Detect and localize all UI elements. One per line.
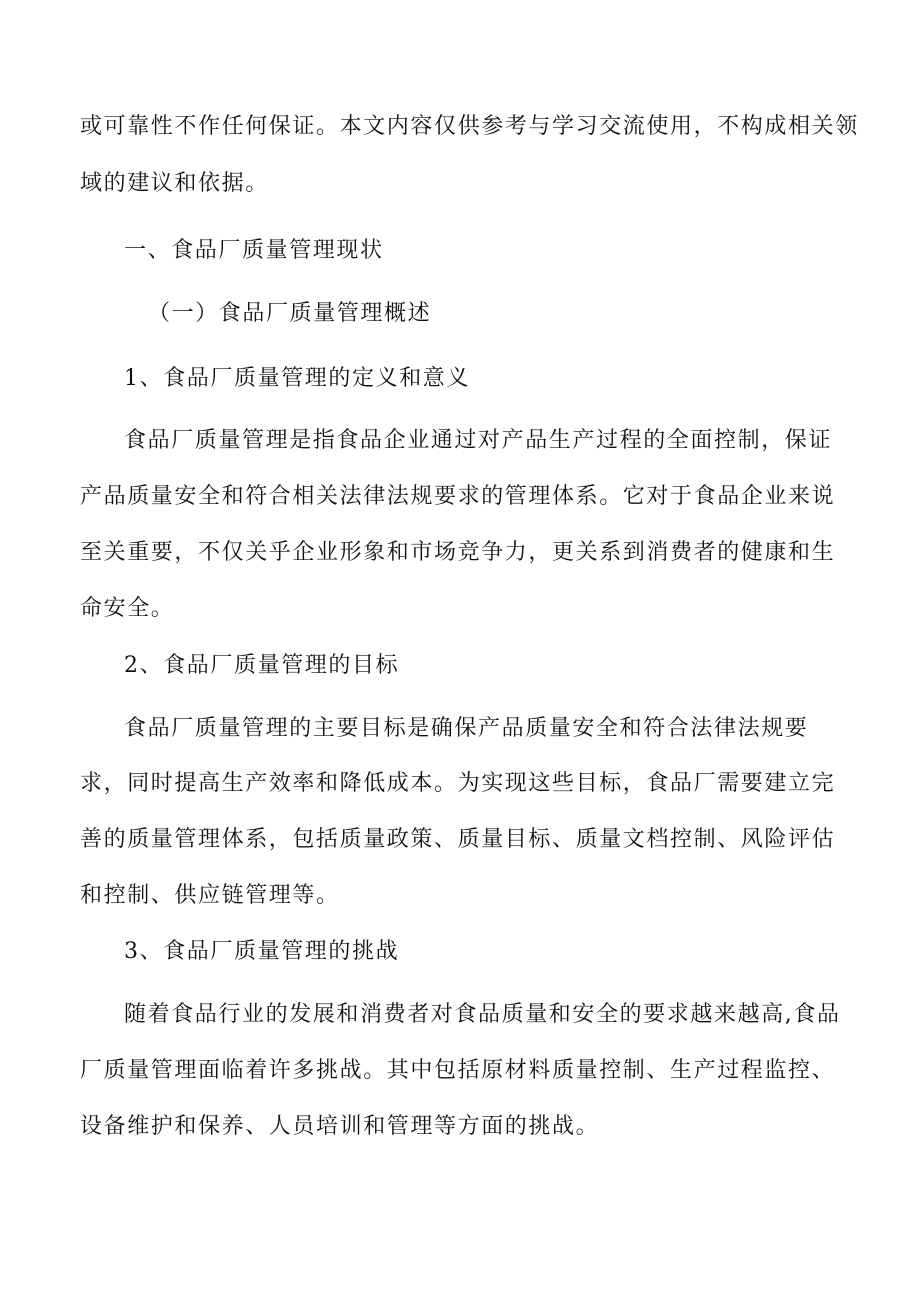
item-3-paragraph-line: 设备维护和保养、人员培训和管理等方面的挑战。 [80, 1114, 600, 1139]
disclaimer-line-2: 域的建议和依据。 [80, 171, 269, 196]
subsection-heading: （一）食品厂质量管理概述 [148, 301, 432, 326]
item-1-paragraph-line: 至关重要，不仅关乎企业形象和市场竞争力，更关系到消费者的健康和生 [80, 540, 836, 565]
disclaimer-line-1: 或可靠性不作任何保证。本文内容仅供参考与学习交流使用，不构成相关领 [80, 114, 859, 139]
item-1-paragraph-line: 产品质量安全和符合相关法律法规要求的管理体系。它对于食品企业来说 [80, 484, 836, 509]
item-1-paragraph-line: 命安全。 [80, 596, 175, 621]
item-1-paragraph-line: 食品厂质量管理是指食品企业通过对产品生产过程的全面控制，保证 [124, 428, 833, 453]
item-3-title: 3、食品厂质量管理的挑战 [124, 939, 400, 964]
item-1-title: 1、食品厂质量管理的定义和意义 [124, 366, 470, 391]
item-2-paragraph-line: 食品厂质量管理的主要目标是确保产品质量安全和符合法律法规要 [124, 716, 809, 741]
item-2-title: 2、食品厂质量管理的目标 [124, 653, 400, 678]
item-3-paragraph-line: 厂质量管理面临着许多挑战。其中包括原材料质量控制、生产过程监控、 [80, 1058, 836, 1083]
item-2-paragraph-line: 和控制、供应链管理等。 [80, 883, 340, 908]
item-2-paragraph-line: 求，同时提高生产效率和降低成本。为实现这些目标，食品厂需要建立完 [80, 771, 836, 796]
section-heading: 一、食品厂质量管理现状 [124, 238, 384, 263]
item-2-paragraph-line: 善的质量管理体系，包括质量政策、质量目标、质量文档控制、风险评估 [80, 827, 836, 852]
item-3-paragraph-line: 随着食品行业的发展和消费者对食品质量和安全的要求越来越高,食品 [124, 1002, 841, 1027]
